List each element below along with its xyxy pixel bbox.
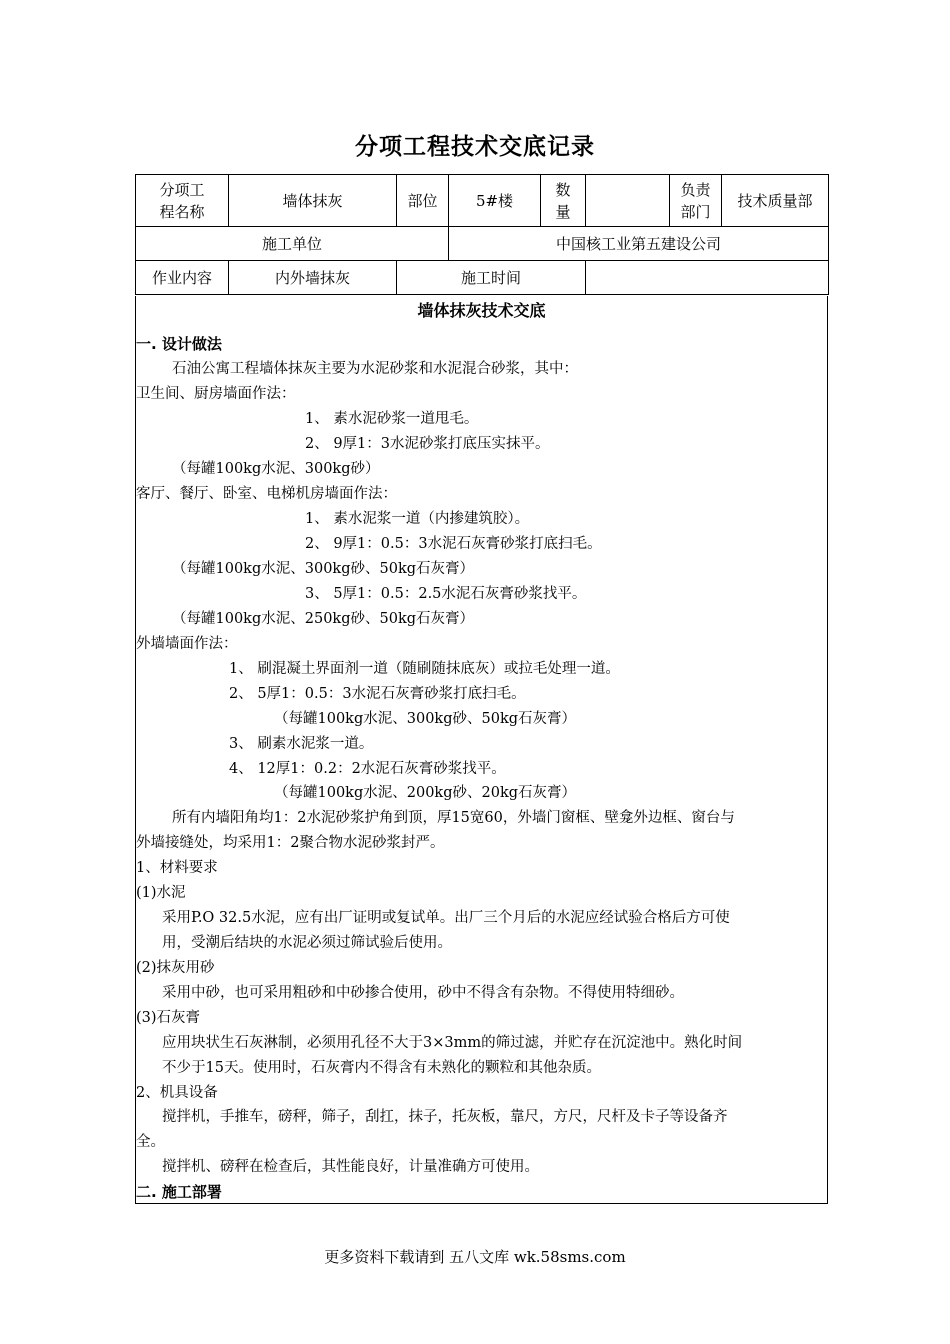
quantity-value (586, 175, 670, 227)
label-construction-unit: 施工单位 (136, 227, 449, 261)
construction-time (586, 261, 829, 295)
text-line: (2)抹灰用砂 (136, 960, 215, 976)
text-line: 4、 12厚1：0.2：2水泥石灰膏砂浆找平。 (229, 761, 506, 777)
label-department: 负责 部门 (670, 175, 722, 227)
heading-equipment: 2、机具设备 (136, 1085, 218, 1101)
text-line: 用，受潮后结块的水泥必须过筛试验后使用。 (162, 935, 452, 951)
heading-design: 一. 设计做法 (136, 335, 222, 353)
label-quantity: 数 量 (541, 175, 586, 227)
section-title: 墙体抹灰技术交底 (417, 301, 546, 320)
text-line: 卫生间、厨房墙面作法： (136, 386, 296, 402)
text-line: 采用P.O 32.5水泥，应有出厂证明或复试单。出厂三个月后的水泥应经试验合格后方可使 (162, 910, 730, 926)
text-line: 全。 (136, 1134, 165, 1150)
text-line: 2、 9厚1：0.5：3水泥石灰膏砂浆打底扫毛。 (305, 536, 602, 552)
text-line: 石油公寓工程墙体抹灰主要为水泥砂浆和水泥混合砂浆，其中： (172, 361, 578, 377)
label-project-name: 分项工 程名称 (136, 175, 229, 227)
text-line: 搅拌机，手推车，磅秤，筛子，刮扛，抹子，托灰板，靠尺，方尺，尺杆及卡子等设备齐 (162, 1109, 728, 1125)
project-name: 墙体抹灰 (229, 175, 397, 227)
text-line: 搅拌机、磅秤在检查后，其性能良好，计量准确方可使用。 (162, 1159, 539, 1175)
text-line: 外墙墙面作法： (136, 636, 238, 652)
text-line: 3、 刷素水泥浆一道。 (229, 736, 374, 752)
part-value: 5#楼 (449, 175, 541, 227)
text-line: 不少于15天。使用时，石灰膏内不得含有未熟化的颗粒和其他杂质。 (162, 1060, 601, 1076)
label-work-content: 作业内容 (136, 261, 229, 295)
label-part: 部位 (397, 175, 449, 227)
text-line: 2、 5厚1：0.5：3水泥石灰膏砂浆打底扫毛。 (229, 686, 526, 702)
label-construction-time: 施工时间 (397, 261, 586, 295)
text-line: （每罐100kg水泥、250kg砂、50kg石灰膏） (172, 611, 475, 627)
text-line: 3、 5厚1：0.5：2.5水泥石灰膏砂浆找平。 (305, 586, 587, 602)
text-line: （每罐100kg水泥、200kg砂、20kg石灰膏） (274, 785, 577, 801)
text-line: （每罐100kg水泥、300kg砂、50kg石灰膏） (274, 711, 577, 727)
text-line: （每罐100kg水泥、300kg砂） (172, 461, 380, 477)
department-value: 技术质量部 (722, 175, 829, 227)
work-content: 内外墙抹灰 (229, 261, 397, 295)
text-line: 客厅、餐厅、卧室、电梯机房墙面作法： (136, 486, 397, 502)
heading-materials: 1、材料要求 (136, 860, 218, 876)
text-line: 1、 刷混凝土界面剂一道（随刷随抹底灰）或拉毛处理一道。 (229, 661, 620, 677)
text-line: （每罐100kg水泥、300kg砂、50kg石灰膏） (172, 561, 475, 577)
document-title: 分项工程技术交底记录 (355, 134, 595, 160)
text-line: (3)石灰膏 (136, 1010, 201, 1026)
text-line: 1、 素水泥砂浆一道甩毛。 (305, 411, 479, 427)
header-table (135, 174, 829, 295)
text-line: 所有内墙阳角均1：2水泥砂浆护角到顶，厚15宽60，外墙门窗框、壁龛外边框、窗台与 (172, 810, 735, 826)
text-line: 应用块状生石灰淋制，必须用孔径不大于3×3mm的筛过滤，并贮存在沉淀池中。熟化时间 (162, 1035, 743, 1051)
heading-deployment: 二. 施工部署 (136, 1183, 222, 1201)
footer-link[interactable]: 更多资料下载请到 五八文库 wk.58sms.com (324, 1248, 626, 1266)
text-line: (1)水泥 (136, 885, 186, 901)
construction-unit: 中国核工业第五建设公司 (449, 227, 829, 261)
text-line: 外墙接缝处，均采用1：2聚合物水泥砂浆封严。 (136, 835, 445, 851)
text-line: 2、 9厚1：3水泥砂浆打底压实抹平。 (305, 436, 550, 452)
text-line: 1、 素水泥浆一道（内掺建筑胶）。 (305, 511, 530, 527)
text-line: 采用中砂，也可采用粗砂和中砂掺合使用，砂中不得含有杂物。不得使用特细砂。 (162, 985, 684, 1001)
